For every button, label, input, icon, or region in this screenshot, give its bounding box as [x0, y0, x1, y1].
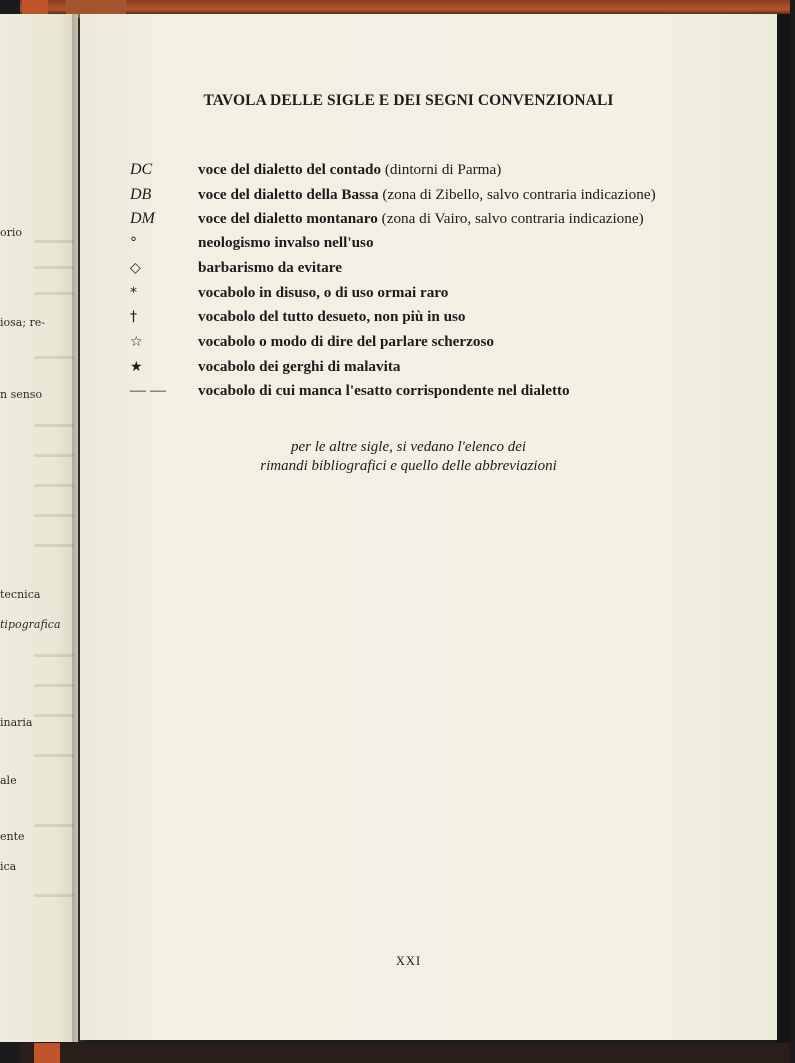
legend-row — [80, 306, 777, 328]
left-page-fragment: tecnica — [0, 588, 41, 601]
footnote-line: rimandi bibliografici e quello delle abbreviazioni — [260, 458, 557, 474]
legend-symbol: ° — [130, 235, 137, 251]
legend-row — [80, 159, 777, 181]
legend-description — [198, 331, 494, 353]
legend-symbol: — — — [130, 382, 166, 399]
legend-row — [80, 331, 777, 353]
page-number: XXI — [395, 954, 422, 968]
legend-description — [198, 257, 342, 279]
left-page-fragment: n senso — [0, 388, 43, 401]
left-page-fragment: ale — [0, 774, 17, 787]
legend-description — [198, 184, 656, 206]
legend-note: (zona di Zibello, salvo contraria indicazione) — [378, 186, 656, 203]
legend-symbol: DB — [130, 186, 152, 203]
legend-term: vocabolo o modo di dire del parlare scherzoso — [198, 333, 495, 350]
legend-description — [198, 232, 374, 254]
left-page-fragment: ente — [0, 830, 25, 843]
right-page — [80, 14, 777, 1040]
left-page-fragment: tipografica — [0, 618, 61, 631]
legend-description — [198, 208, 644, 230]
legend-term: neologismo invalso nell'uso — [198, 234, 374, 251]
legend-term: vocabolo di cui manca l'esatto corrispondente nel dialetto — [198, 382, 570, 399]
footnote-block — [80, 438, 737, 476]
legend-term: vocabolo dei gerghi di malavita — [198, 358, 401, 375]
legend-description — [198, 306, 466, 328]
legend-row — [80, 184, 777, 206]
legend-symbol: ◇ — [130, 260, 141, 276]
legend-row — [80, 282, 777, 304]
legend-symbol: † — [130, 309, 137, 325]
book-spine-bottom — [20, 1043, 790, 1063]
legend-description — [198, 159, 501, 181]
legend-note: (zona di Vairo, salvo contraria indicazione) — [377, 210, 644, 227]
legend-description — [198, 356, 401, 378]
legend-note: (dintorni di Parma) — [381, 161, 502, 178]
left-page-fragment: ica — [0, 860, 17, 873]
legend-term: vocabolo del tutto desueto, non più in uso — [198, 308, 466, 325]
page-edge-shadow — [777, 14, 791, 1044]
page-title: TAVOLA DELLE SIGLE E DEI SEGNI CONVENZIONALI — [203, 92, 614, 109]
legend-symbol: DC — [130, 161, 153, 178]
legend-row — [80, 208, 777, 230]
footnote-line: per le altre sigle, si vedano l'elenco dei — [290, 439, 527, 455]
legend-term: voce del dialetto montanaro — [198, 210, 378, 227]
legend-term: barbarismo da evitare — [198, 259, 342, 276]
legend-term: voce del dialetto del contado — [198, 161, 382, 178]
left-page — [0, 14, 78, 1042]
left-page-fragment: iosa; re- — [0, 316, 46, 329]
legend-term: voce del dialetto della Bassa — [198, 186, 379, 203]
left-page-fragment: orio — [0, 226, 23, 239]
legend-description — [198, 380, 570, 402]
legend-description — [198, 282, 448, 304]
legend-row — [80, 356, 777, 378]
legend-symbol: * — [130, 285, 137, 301]
legend-row — [80, 232, 777, 254]
legend-symbol: ☆ — [130, 334, 143, 350]
legend-row — [80, 380, 777, 402]
left-page-fragment: inaria — [0, 716, 33, 729]
legend-symbol: ★ — [130, 359, 143, 375]
legend-term: vocabolo in disuso, o di uso ormai raro — [198, 284, 449, 301]
legend-symbol: DM — [130, 210, 155, 227]
legend-row — [80, 257, 777, 279]
